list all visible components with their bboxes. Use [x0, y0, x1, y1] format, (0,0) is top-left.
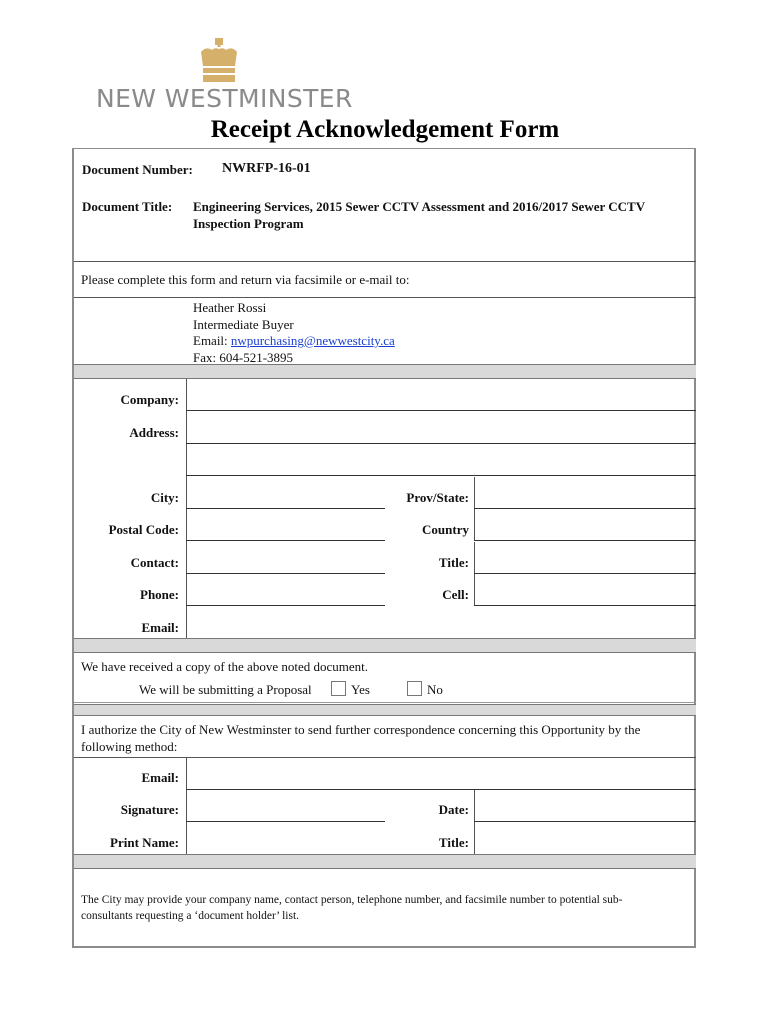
authorization-statement: [81, 721, 640, 755]
footer-note-line-1: The City may provide your company name, contact person, telephone number, and facsimile number to potential sub-: [81, 894, 623, 906]
proposal-statement: We will be submitting a Proposal: [139, 682, 312, 697]
divider: [74, 297, 696, 298]
prov-state-label: Prov/State:: [406, 490, 469, 505]
form-title: Receipt Acknowledgement Form: [210, 116, 560, 143]
contact-name: Heather Rossi: [193, 300, 267, 315]
no-label: No: [427, 682, 443, 697]
cell-input[interactable]: [474, 605, 696, 606]
date-label: Date:: [438, 802, 469, 817]
date-input[interactable]: [474, 821, 696, 822]
return-instruction: Please complete this form and return via facsimile or e-mail to:: [81, 272, 410, 287]
signature-input[interactable]: [186, 821, 385, 822]
country-label: Country: [422, 522, 469, 537]
contact-email-link[interactable]: nwpurchasing@newwestcity.ca: [230, 333, 395, 348]
address-input-line-2[interactable]: [186, 475, 696, 476]
section-separator: [74, 704, 696, 716]
field-divider: [474, 574, 475, 606]
contact-fax: Fax: 604-521-3895: [193, 349, 294, 365]
phone-label: Phone:: [140, 587, 179, 602]
return-contact-block: [193, 300, 395, 366]
section-separator: [74, 638, 696, 653]
auth-title-label: Title:: [438, 835, 469, 850]
section-separator: [74, 364, 696, 379]
company-input[interactable]: [186, 410, 696, 411]
no-checkbox[interactable]: [407, 681, 422, 696]
document-number-value: NWRFP-16-01: [222, 161, 311, 176]
footer-note: [81, 892, 687, 924]
document-title-line-1: Engineering Services, 2015 Sewer CCTV Assessment and 2016/2017 Sewer CCTV: [193, 199, 646, 214]
company-label: Company:: [120, 392, 179, 407]
auth-email-input[interactable]: [186, 789, 696, 790]
prov-state-input[interactable]: [474, 508, 696, 509]
postal-code-input[interactable]: [186, 540, 385, 541]
address-label: Address:: [129, 425, 179, 440]
country-input[interactable]: [474, 540, 696, 541]
field-divider: [474, 509, 475, 541]
contact-email-label: Email:: [193, 333, 231, 348]
yes-label: Yes: [351, 682, 370, 697]
contact-role: Intermediate Buyer: [193, 316, 294, 332]
title-input[interactable]: [474, 573, 696, 574]
contact-email-row: [193, 333, 395, 350]
document-title-line-2: Inspection Program: [193, 216, 304, 231]
received-statement: We have received a copy of the above noted document.: [81, 659, 368, 674]
field-divider: [474, 790, 475, 822]
city-label: City:: [150, 490, 179, 505]
divider: [74, 702, 696, 703]
field-divider: [474, 477, 475, 509]
title-label: Title:: [438, 555, 469, 570]
city-input[interactable]: [186, 508, 385, 509]
crown-logo-icon: [198, 38, 240, 84]
contact-label: Contact:: [130, 555, 179, 570]
signature-label: Signature:: [120, 802, 179, 817]
section-separator: [74, 854, 696, 869]
authorization-line-2: following method:: [81, 739, 178, 754]
company-email-label: Email:: [141, 620, 179, 635]
field-column-divider: [186, 758, 187, 854]
divider: [74, 261, 696, 262]
address-input-line-1[interactable]: [186, 443, 696, 444]
print-name-label: Print Name:: [110, 835, 179, 850]
org-name-logo: NEW WESTMINSTER: [96, 84, 353, 113]
field-divider: [474, 822, 475, 854]
postal-code-label: Postal Code:: [108, 522, 179, 537]
phone-input[interactable]: [186, 605, 385, 606]
field-divider: [474, 542, 475, 574]
divider: [74, 757, 696, 758]
auth-email-label: Email:: [141, 770, 179, 785]
document-number-label: Document Number:: [82, 162, 193, 177]
contact-input[interactable]: [186, 573, 385, 574]
document-title-value: [193, 198, 645, 232]
cell-label: Cell:: [442, 587, 469, 602]
authorization-line-1: I authorize the City of New Westminster to send further correspondence concerning this Opportunity by the: [81, 722, 641, 737]
document-title-label: Document Title:: [82, 199, 173, 214]
yes-checkbox[interactable]: [331, 681, 346, 696]
footer-note-line-2: consultants requesting a ‘document holder’ list.: [81, 910, 300, 922]
form-frame: [72, 148, 696, 948]
